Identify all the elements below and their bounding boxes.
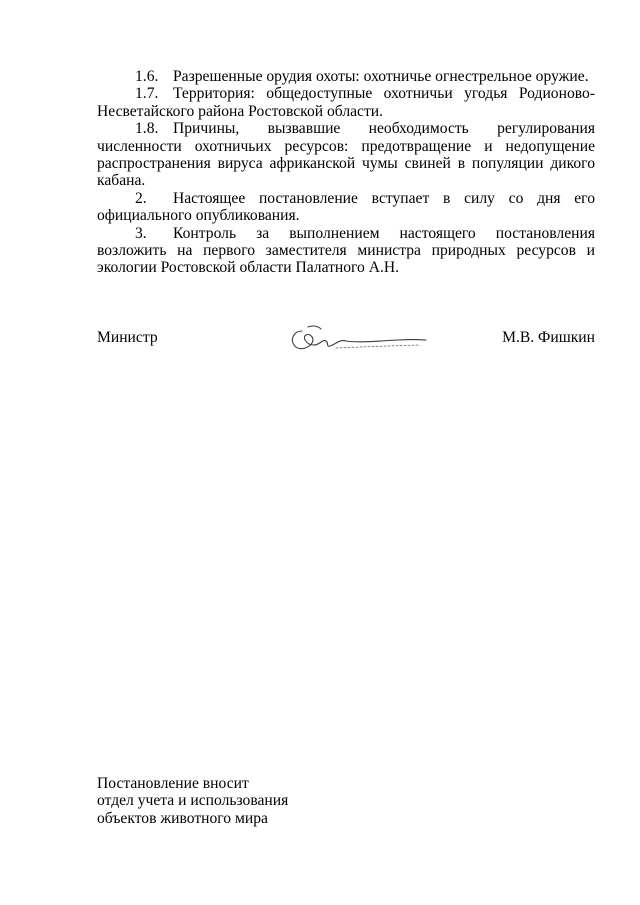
- paragraph-2: [97, 190, 595, 225]
- paragraph-1-8: [97, 120, 595, 190]
- signature-block: [97, 329, 595, 359]
- paragraph-text: Территория: общедоступные охотничьи угодья Родионово-Несветайского района Ростовской области.: [97, 85, 595, 120]
- submitter-line: Постановление вносит: [97, 775, 249, 792]
- paragraph-3: [97, 225, 595, 277]
- paragraph-text: Настоящее постановление вступает в силу со дня его официального опубликования.: [97, 189, 595, 225]
- document-body: [97, 68, 595, 277]
- paragraph-number: 1.6.: [135, 68, 159, 85]
- paragraph-number: 1.8.: [135, 120, 159, 138]
- submitter-line: объектов животного мира: [97, 809, 268, 827]
- signatory-title: Министр: [97, 329, 158, 346]
- paragraph-text: Разрешенные орудия охоты: охотничье огнестрельное оружие.: [173, 68, 589, 85]
- paragraph-text: Контроль за выполнением настоящего постановления возложить на первого заместителя министра природных ресурсов и экологии Ростовской области Палатного А.Н.: [97, 224, 595, 277]
- paragraph-number: 2.: [135, 189, 147, 207]
- paragraph-text: Причины, вызвавшие необходимость регулирования численности охотничьих ресурсов: предотвращение и недопущение распространения вируса африканской чумы свиней в популяции дикого кабана.: [97, 120, 595, 190]
- submitter-note: [97, 775, 288, 827]
- paragraph-number: 3.: [135, 224, 147, 242]
- paragraph-number: 1.7.: [135, 85, 159, 103]
- submitter-line: отдел учета и использования: [97, 792, 289, 810]
- paragraph-1-6: [97, 68, 595, 85]
- paragraph-1-7: [97, 85, 595, 120]
- signatory-name: М.В. Фишкин: [502, 329, 595, 346]
- handwritten-signature: [288, 321, 438, 357]
